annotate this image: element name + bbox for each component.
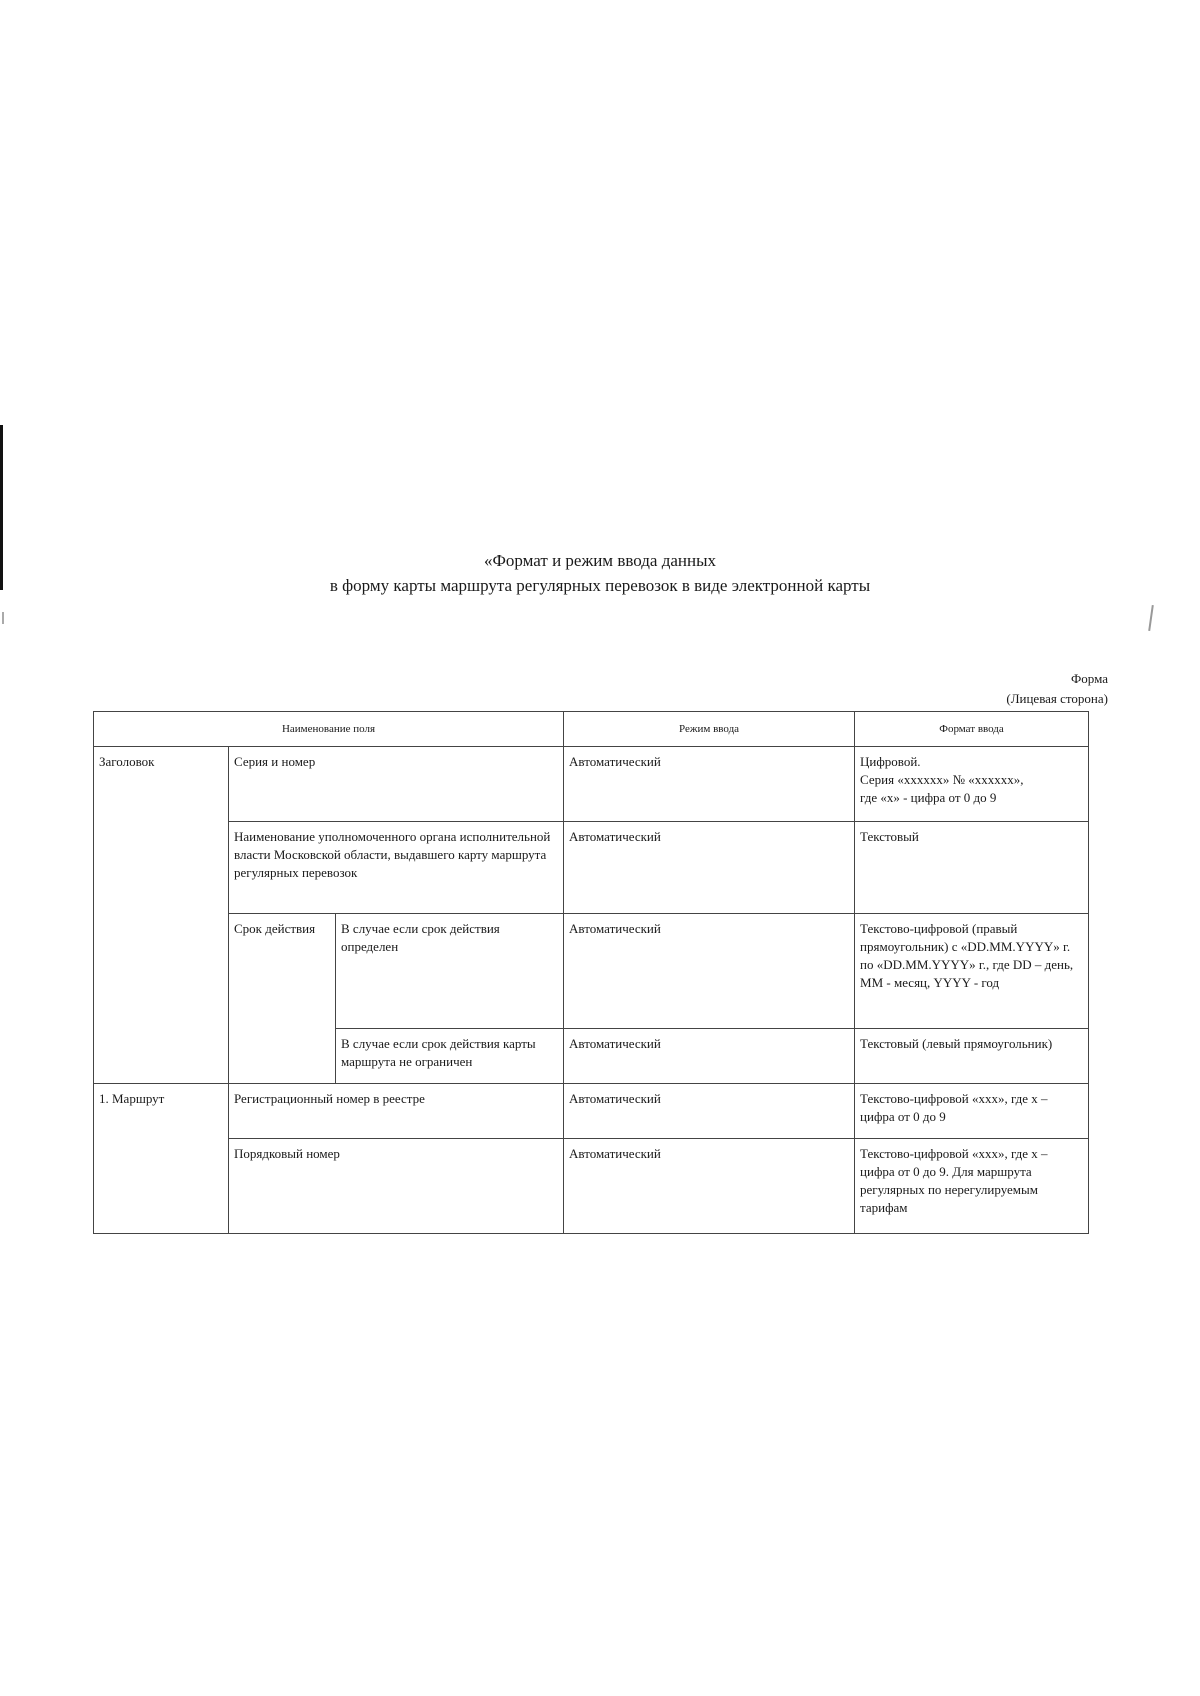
field-cell bbox=[229, 1139, 564, 1234]
title-line-1: «Формат и режим ввода данных bbox=[483, 551, 717, 570]
section-cell-header bbox=[94, 747, 229, 1084]
mode-cell bbox=[564, 822, 855, 914]
field-cell bbox=[229, 822, 564, 914]
validity-label: Срок действия bbox=[234, 921, 316, 936]
mode-value: Автоматический bbox=[569, 1091, 661, 1106]
field-name: Наименование уполномоченного органа исполнительной власти Московской области, выдавшего карту маршрута регулярных перевозок bbox=[234, 829, 551, 880]
format-cell bbox=[855, 747, 1089, 822]
format-cell bbox=[855, 822, 1089, 914]
mode-value: Автоматический bbox=[569, 754, 661, 769]
mode-cell bbox=[564, 914, 855, 1029]
title-line-2: в форму карты маршрута регулярных перевозок в виде электронной карты bbox=[329, 576, 871, 595]
field-cell bbox=[229, 1084, 564, 1139]
format-table bbox=[93, 711, 1089, 1234]
format-cell bbox=[855, 1139, 1089, 1234]
mode-value: Автоматический bbox=[569, 1036, 661, 1051]
scan-mark-artifact bbox=[2, 612, 4, 624]
table-row bbox=[94, 1084, 1089, 1139]
field-name: В случае если срок действия карты маршрута не ограничен bbox=[341, 1036, 536, 1069]
mode-value: Автоматический bbox=[569, 829, 661, 844]
mode-cell bbox=[564, 1029, 855, 1084]
validity-cell bbox=[229, 914, 336, 1084]
table-header-row bbox=[94, 712, 1089, 747]
header-input-format: Формат ввода bbox=[855, 712, 1089, 747]
format-value: Текстово-цифровой «ххх», где х – цифра от 0 до 9. Для маршрута регулярных по нерегулируемым тарифам bbox=[860, 1146, 1048, 1215]
mode-cell bbox=[564, 1139, 855, 1234]
field-cell bbox=[229, 747, 564, 822]
format-cell bbox=[855, 1029, 1089, 1084]
form-label: Форма bbox=[1071, 671, 1108, 686]
format-value: Текстово-цифровой (правый прямоугольник) с «DD.MM.YYYY» г. по «DD.MM.YYYY» г., где DD – день, MM - месяц, YYYY - год bbox=[860, 921, 1074, 990]
field-cell bbox=[336, 1029, 564, 1084]
scan-mark-artifact bbox=[1148, 605, 1154, 631]
format-value: Текстово-цифровой «ххх», где х – цифра от 0 до 9 bbox=[860, 1091, 1048, 1124]
section-label: Заголовок bbox=[99, 754, 155, 769]
table-row bbox=[94, 914, 1089, 1029]
header-field-name: Наименование поля bbox=[94, 712, 564, 747]
field-cell bbox=[336, 914, 564, 1029]
format-cell bbox=[855, 914, 1089, 1029]
field-name: Порядковый номер bbox=[234, 1146, 340, 1161]
table-row bbox=[94, 1139, 1089, 1234]
mode-value: Автоматический bbox=[569, 1146, 661, 1161]
section-label: 1. Маршрут bbox=[99, 1091, 165, 1106]
mode-cell bbox=[564, 1084, 855, 1139]
format-value: Текстовый bbox=[860, 829, 919, 844]
format-value: Текстовый (левый прямоугольник) bbox=[860, 1036, 1053, 1051]
document-title bbox=[0, 548, 1200, 598]
section-cell-route bbox=[94, 1084, 229, 1234]
field-name: В случае если срок действия определен bbox=[341, 921, 500, 954]
table-row bbox=[94, 747, 1089, 822]
format-value: Цифровой. Серия «хххххх» № «хххххх», где «х» - цифра от 0 до 9 bbox=[860, 754, 1024, 805]
form-side-label: (Лицевая сторона) bbox=[1006, 691, 1108, 706]
mode-value: Автоматический bbox=[569, 921, 661, 936]
field-name: Серия и номер bbox=[234, 754, 316, 769]
field-name: Регистрационный номер в реестре bbox=[234, 1091, 425, 1106]
format-cell bbox=[855, 1084, 1089, 1139]
mode-cell bbox=[564, 747, 855, 822]
header-input-mode: Режим ввода bbox=[564, 712, 855, 747]
table-row bbox=[94, 822, 1089, 914]
